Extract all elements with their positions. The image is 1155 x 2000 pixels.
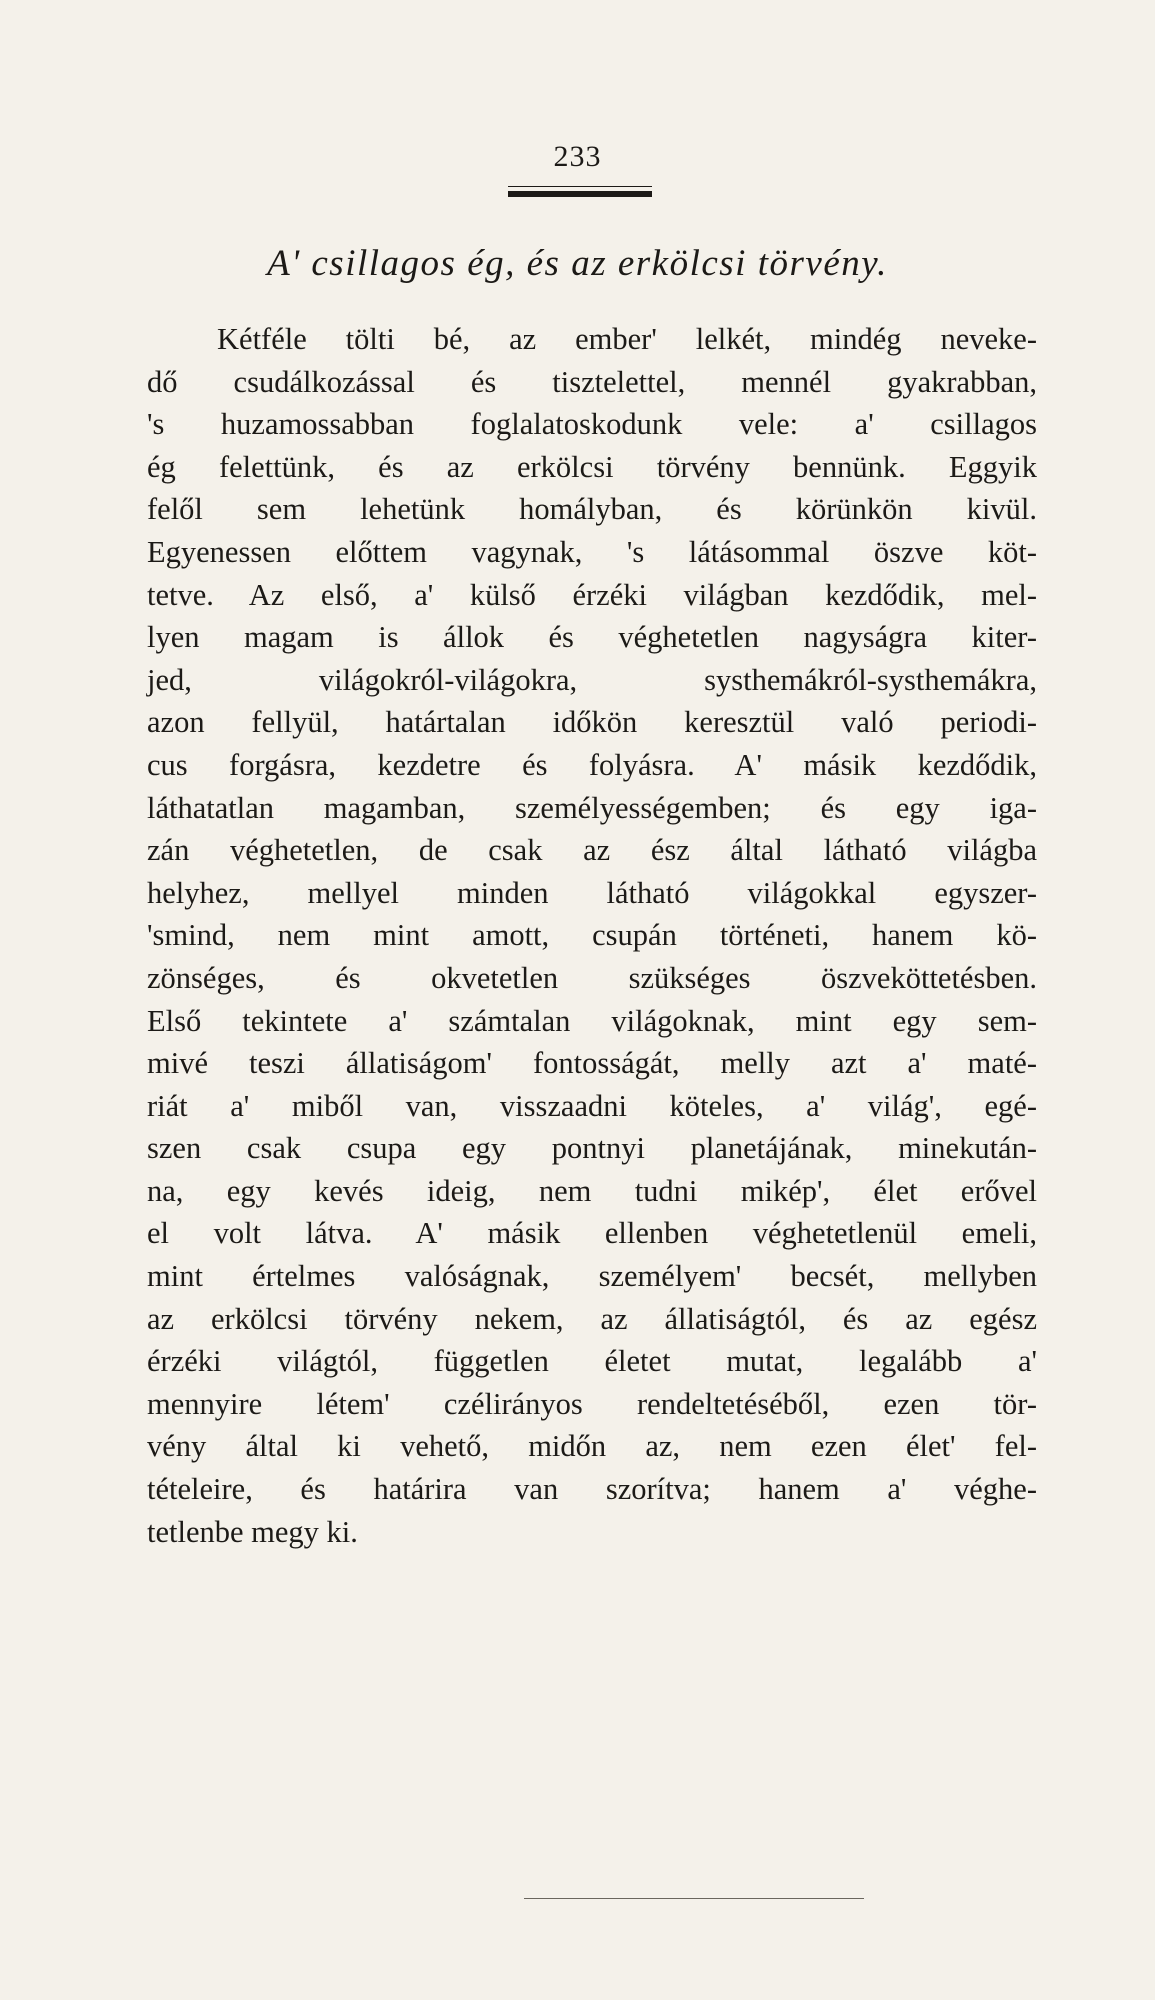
text-line: Kétféle tölti bé, az ember' lelkét, mindég neveke-: [217, 322, 1037, 356]
text-line: 's huzamossabban foglalatoskodunk vele: a' csillagos: [147, 407, 1037, 442]
text-line: azon fellyül, határtalan időkön keresztül való periodi-: [147, 705, 1037, 740]
text-line: mint értelmes valóságnak, személyem' becsét, mellyben: [147, 1259, 1037, 1294]
body-paragraph: [147, 318, 1037, 1553]
text-line: érzéki világtól, független életet mutat, legalább a': [147, 1344, 1037, 1379]
text-line: ég felettünk, és az erkölcsi törvény bennünk. Eggyik: [147, 449, 1037, 484]
text-line: mivé teszi állatiságom' fontosságát, melly azt a' maté-: [147, 1046, 1037, 1081]
section-title: A' csillagos ég, és az erkölcsi törvény.: [267, 243, 888, 284]
text-line: zán véghetetlen, de csak az ész által látható világba: [147, 833, 1037, 868]
page-number: 233: [553, 140, 602, 173]
text-line: mennyire létem' czélirányos rendeltetéséből, ezen tör-: [147, 1386, 1037, 1421]
text-line: felől sem lehetünk homályban, és körünkön kivül.: [147, 492, 1037, 527]
text-line: tételeire, és határira van szorítva; hanem a' véghe-: [147, 1472, 1037, 1507]
text-line: vény által ki vehető, midőn az, nem ezen élet' fel-: [147, 1429, 1037, 1464]
text-line: dő csudálkozással és tisztelettel, mennél gyakrabban,: [147, 364, 1037, 399]
text-line: Egyenessen előttem vagynak, 's látásommal öszve köt-: [147, 534, 1037, 569]
footer-rule: [524, 1898, 864, 1899]
text-line: az erkölcsi törvény nekem, az állatiságtól, és az egész: [147, 1301, 1037, 1336]
text-line: helyhez, mellyel minden látható világokkal egyszer-: [147, 875, 1037, 910]
text-line: Első tekintete a' számtalan világoknak, mint egy sem-: [147, 1003, 1037, 1038]
text-line: jed, világokról-világokra, systhemákról-systhemákra,: [147, 662, 1037, 697]
text-line: láthatatlan magamban, személyességemben; és egy iga-: [147, 790, 1037, 825]
text-line: el volt látva. A' másik ellenben véghetetlenül emeli,: [147, 1216, 1037, 1251]
text-line: lyen magam is állok és véghetetlen nagyságra kiter-: [147, 620, 1037, 655]
text-line: cus forgásra, kezdetre és folyásra. A' másik kezdődik,: [147, 747, 1037, 782]
text-line: tetve. Az első, a' külső érzéki világban kezdődik, mel-: [147, 577, 1037, 612]
header-rule-thick: [508, 191, 652, 197]
text-line: zönséges, és okvetetlen szükséges öszveköttetésben.: [147, 960, 1037, 995]
text-line: na, egy kevés ideig, nem tudni mikép', élet erővel: [147, 1173, 1037, 1208]
text-line: szen csak csupa egy pontnyi planetájának, minekután-: [147, 1131, 1037, 1166]
text-line: 'smind, nem mint amott, csupán történeti, hanem kö-: [147, 918, 1037, 953]
text-line: tetlenbe megy ki.: [147, 1514, 358, 1549]
text-line: riát a' miből van, visszaadni köteles, a' világ', egé-: [147, 1088, 1037, 1123]
header-rule-thin: [508, 186, 652, 187]
